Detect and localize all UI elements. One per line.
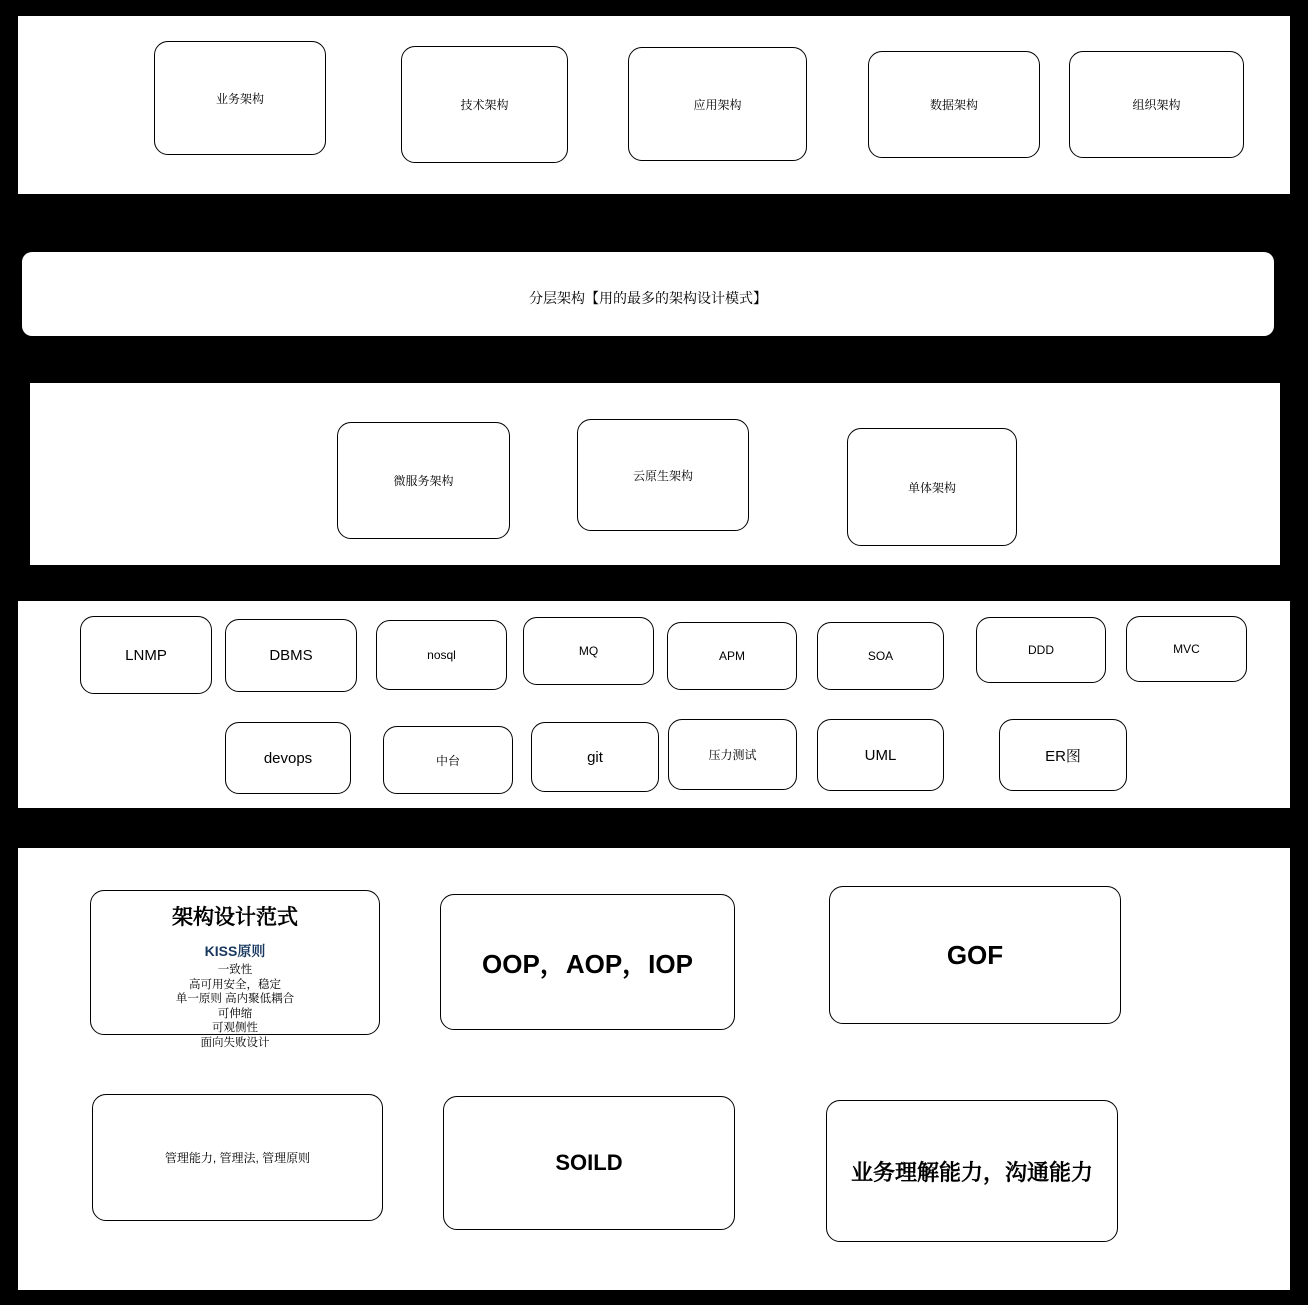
card-label: GOF	[946, 939, 1004, 970]
tag-er-diagram[interactable]	[999, 719, 1127, 791]
node-application-architecture[interactable]	[628, 47, 807, 161]
node-label: 技术架构	[460, 98, 509, 112]
node-microservice-architecture[interactable]	[337, 422, 510, 539]
card-soild[interactable]	[443, 1096, 735, 1230]
paradigm-line-6: 面向失败设计	[200, 1036, 270, 1049]
tag-devops[interactable]	[225, 722, 351, 794]
tag-label: LNMP	[125, 646, 167, 664]
card-label: 业务理解能力，沟通能力	[850, 1159, 1093, 1185]
tag-lnmp[interactable]	[80, 616, 212, 694]
layered-architecture-label: 分层架构【用的最多的架构设计模式】	[529, 290, 767, 306]
node-monolithic-architecture[interactable]	[847, 428, 1017, 546]
tag-uml[interactable]	[817, 719, 944, 791]
node-label: 微服务架构	[393, 474, 454, 488]
tag-label: nosql	[427, 648, 456, 662]
section-layered-architecture[interactable]	[22, 252, 1274, 336]
tag-label: UML	[864, 746, 897, 764]
node-business-architecture[interactable]	[154, 41, 326, 155]
node-label: 业务架构	[215, 91, 264, 106]
node-label: 云原生架构	[632, 468, 693, 483]
tag-stress-test[interactable]	[668, 719, 797, 790]
tag-mvc[interactable]	[1126, 616, 1247, 682]
paradigm-line-4: 可伸缩	[217, 1007, 253, 1020]
tag-label: MQ	[578, 644, 599, 658]
node-organization-architecture[interactable]	[1069, 51, 1244, 158]
tag-soa[interactable]	[817, 622, 944, 690]
tag-label: SOA	[867, 649, 894, 663]
tag-mq[interactable]	[523, 617, 654, 685]
tag-zhongtai[interactable]	[383, 726, 513, 794]
paradigm-line-2: 高可用安全，稳定	[189, 978, 281, 991]
node-label: 应用架构	[693, 97, 742, 112]
node-label: 组织架构	[1132, 98, 1181, 112]
tag-ddd[interactable]	[976, 617, 1106, 683]
node-label: 单体架构	[907, 480, 956, 495]
node-label: 数据架构	[929, 98, 978, 112]
card-label: SOILD	[555, 1150, 623, 1175]
card-label: 管理能力, 管理法, 管理原则	[164, 1151, 311, 1165]
tag-nosql[interactable]	[376, 620, 507, 690]
card-oop-aop-iop[interactable]	[440, 894, 735, 1030]
tag-label: DBMS	[269, 647, 313, 664]
paradigm-line-3: 单一原则 高内聚低耦合	[175, 993, 295, 1005]
tag-label: MVC	[1173, 642, 1200, 656]
card-architecture-paradigm[interactable]	[90, 890, 380, 1049]
tag-label: 压力测试	[708, 748, 757, 762]
paradigm-kiss-label: KISS原则	[204, 943, 266, 959]
card-business-communication[interactable]	[826, 1100, 1118, 1242]
card-gof[interactable]	[829, 886, 1121, 1024]
tag-dbms[interactable]	[225, 619, 357, 692]
card-label: OOP，AOP，IOP	[482, 948, 693, 979]
node-cloud-native-architecture[interactable]	[577, 419, 749, 531]
node-data-architecture[interactable]	[868, 51, 1040, 158]
tag-apm[interactable]	[667, 622, 797, 690]
tag-label: 中台	[435, 753, 460, 768]
tag-git[interactable]	[531, 722, 659, 792]
tag-label: APM	[718, 649, 745, 663]
tag-label: DDD	[1028, 643, 1054, 657]
paradigm-title: 架构设计范式	[172, 906, 298, 929]
paradigm-line-5: 可观侧性	[212, 1022, 258, 1034]
node-technical-architecture[interactable]	[401, 46, 568, 163]
tag-label: ER图	[1045, 747, 1081, 765]
paradigm-line-1: 一致性	[217, 964, 253, 976]
tag-label: devops	[263, 749, 313, 767]
card-management-abilities[interactable]	[92, 1094, 383, 1221]
tag-label: git	[587, 748, 603, 766]
